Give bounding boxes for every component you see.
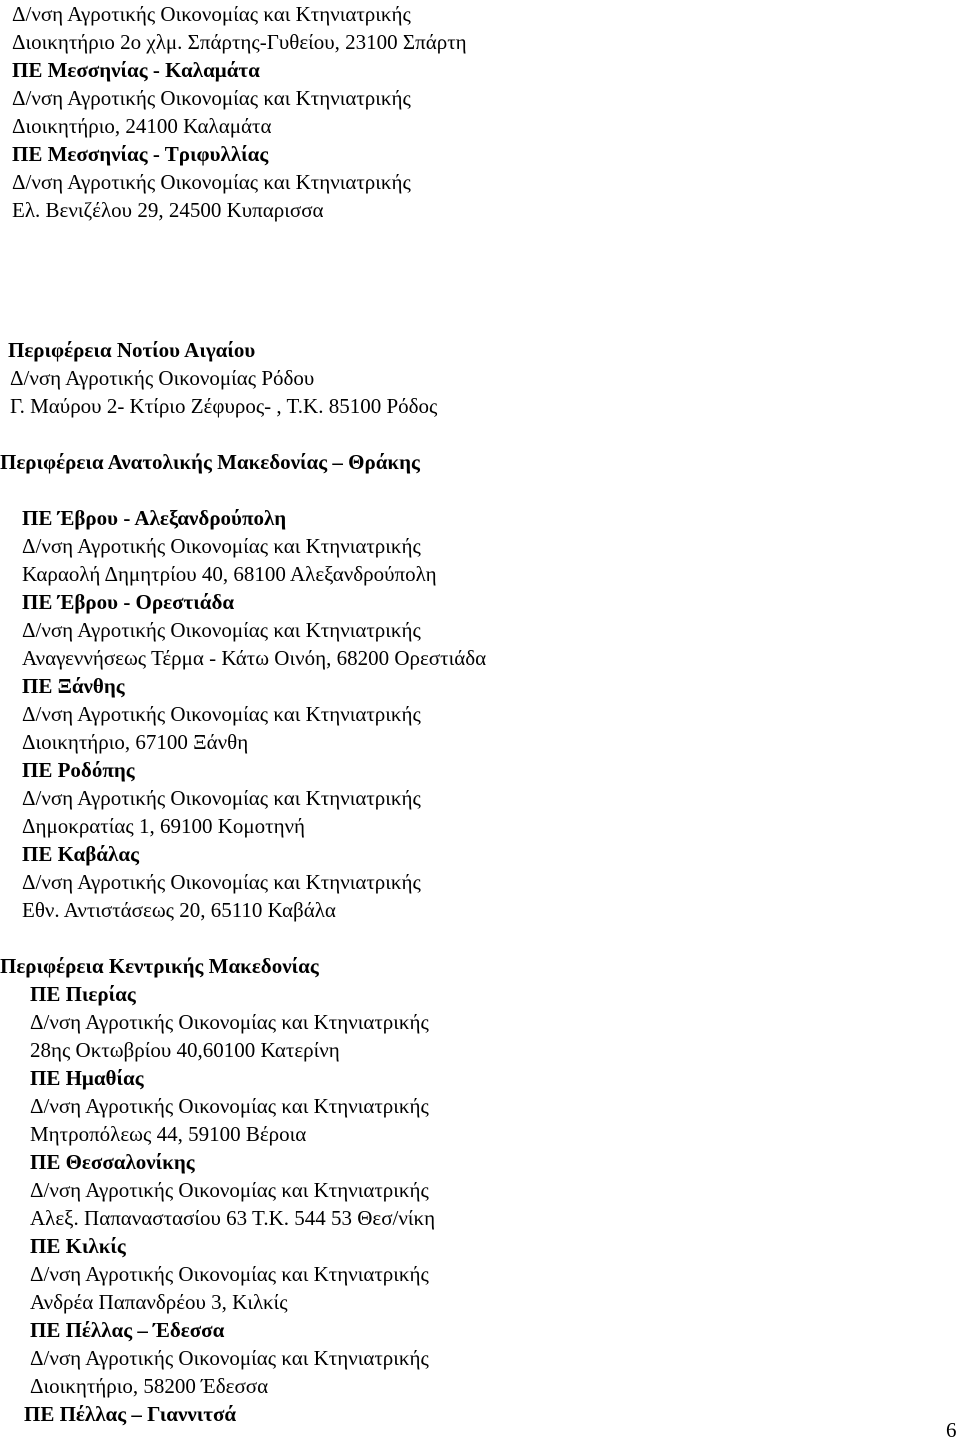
unit-heading: ΠΕ Πέλλας – Έδεσσα [30, 1318, 225, 1342]
address-line: Μητροπόλεως 44, 59100 Βέροια [30, 1122, 307, 1146]
region-heading: Περιφέρεια Ανατολικής Μακεδονίας – Θράκης [0, 450, 420, 474]
address-line: Καραολή Δημητρίου 40, 68100 Αλεξανδρούπολη [22, 562, 437, 586]
unit-heading: ΠΕ Ροδόπης [22, 758, 135, 782]
unit-heading: ΠΕ Θεσσαλονίκης [30, 1150, 195, 1174]
directorate-line: Δ/νση Αγροτικής Οικονομίας και Κτηνιατρικής [30, 1094, 429, 1118]
directorate-line: Δ/νση Αγροτικής Οικονομίας και Κτηνιατρικής [30, 1010, 429, 1034]
unit-heading: ΠΕ Ημαθίας [30, 1066, 144, 1090]
directorate-line: Δ/νση Αγροτικής Οικονομίας και Κτηνιατρικής [22, 534, 421, 558]
address-line: Διοικητήριο, 58200 Έδεσσα [30, 1374, 269, 1398]
unit-heading: ΠΕ Έβρου - Ορεστιάδα [22, 590, 235, 614]
unit-heading: ΠΕ Κιλκίς [30, 1234, 126, 1258]
unit-heading: ΠΕ Καβάλας [22, 842, 139, 866]
directorate-line: Δ/νση Αγροτικής Οικονομίας και Κτηνιατρικής [22, 786, 421, 810]
unit-heading: ΠΕ Μεσσηνίας - Καλαμάτα [12, 58, 260, 82]
address-line: Δημοκρατίας 1, 69100 Κομοτηνή [22, 814, 306, 838]
directorate-line: Δ/νση Αγροτικής Οικονομίας Ρόδου [10, 366, 315, 390]
directorate-line: Δ/νση Αγροτικής Οικονομίας και Κτηνιατρικής [12, 86, 411, 110]
address-line: Διοικητήριο, 67100 Ξάνθη [22, 730, 249, 754]
directorate-line: Δ/νση Αγροτικής Οικονομίας και Κτηνιατρικής [30, 1178, 429, 1202]
directorate-line: Δ/νση Αγροτικής Οικονομίας και Κτηνιατρικής [22, 702, 421, 726]
unit-heading: ΠΕ Πιερίας [30, 982, 136, 1006]
unit-heading: ΠΕ Μεσσηνίας - Τριφυλλίας [12, 142, 269, 166]
unit-heading: ΠΕ Έβρου - Αλεξανδρούπολη [22, 506, 287, 530]
directorate-line: Δ/νση Αγροτικής Οικονομίας και Κτηνιατρικής [12, 170, 411, 194]
address-line: Ανδρέα Παπανδρέου 3, Κιλκίς [30, 1290, 288, 1314]
address-line: Εθν. Αντιστάσεως 20, 65110 Καβάλα [22, 898, 336, 922]
address-line: Ελ. Βενιζέλου 29, 24500 Κυπαρισσα [12, 198, 324, 222]
region-heading: Περιφέρεια Κεντρικής Μακεδονίας [0, 954, 319, 978]
address-line: Αναγεννήσεως Τέρμα - Κάτω Οινόη, 68200 Ορεστιάδα [22, 646, 487, 670]
address-line: Αλεξ. Παπαναστασίου 63 Τ.Κ. 544 53 Θεσ/νίκη [30, 1206, 436, 1230]
directorate-line: Δ/νση Αγροτικής Οικονομίας και Κτηνιατρικής [22, 870, 421, 894]
unit-heading: ΠΕ Πέλλας – Γιαννιτσά [24, 1402, 237, 1426]
directorate-line: Δ/νση Αγροτικής Οικονομίας και Κτηνιατρικής [12, 2, 411, 26]
unit-heading: ΠΕ Ξάνθης [22, 674, 125, 698]
directorate-line: Δ/νση Αγροτικής Οικονομίας και Κτηνιατρικής [22, 618, 421, 642]
directorate-line: Δ/νση Αγροτικής Οικονομίας και Κτηνιατρικής [30, 1346, 429, 1370]
region-heading: Περιφέρεια Νοτίου Αιγαίου [8, 338, 256, 362]
address-line: Διοικητήριο 2ο χλμ. Σπάρτης-Γυθείου, 23100 Σπάρτη [12, 30, 467, 54]
address-line: Διοικητήριο, 24100 Καλαμάτα [12, 114, 272, 138]
directorate-line: Δ/νση Αγροτικής Οικονομίας και Κτηνιατρικής [30, 1262, 429, 1286]
page-number: 6 [946, 1418, 957, 1442]
address-line: Γ. Μαύρου 2- Κτίριο Ζέφυρος- , Τ.Κ. 85100 Ρόδος [10, 394, 438, 418]
address-line: 28ης Οκτωβρίου 40,60100 Κατερίνη [30, 1038, 340, 1062]
